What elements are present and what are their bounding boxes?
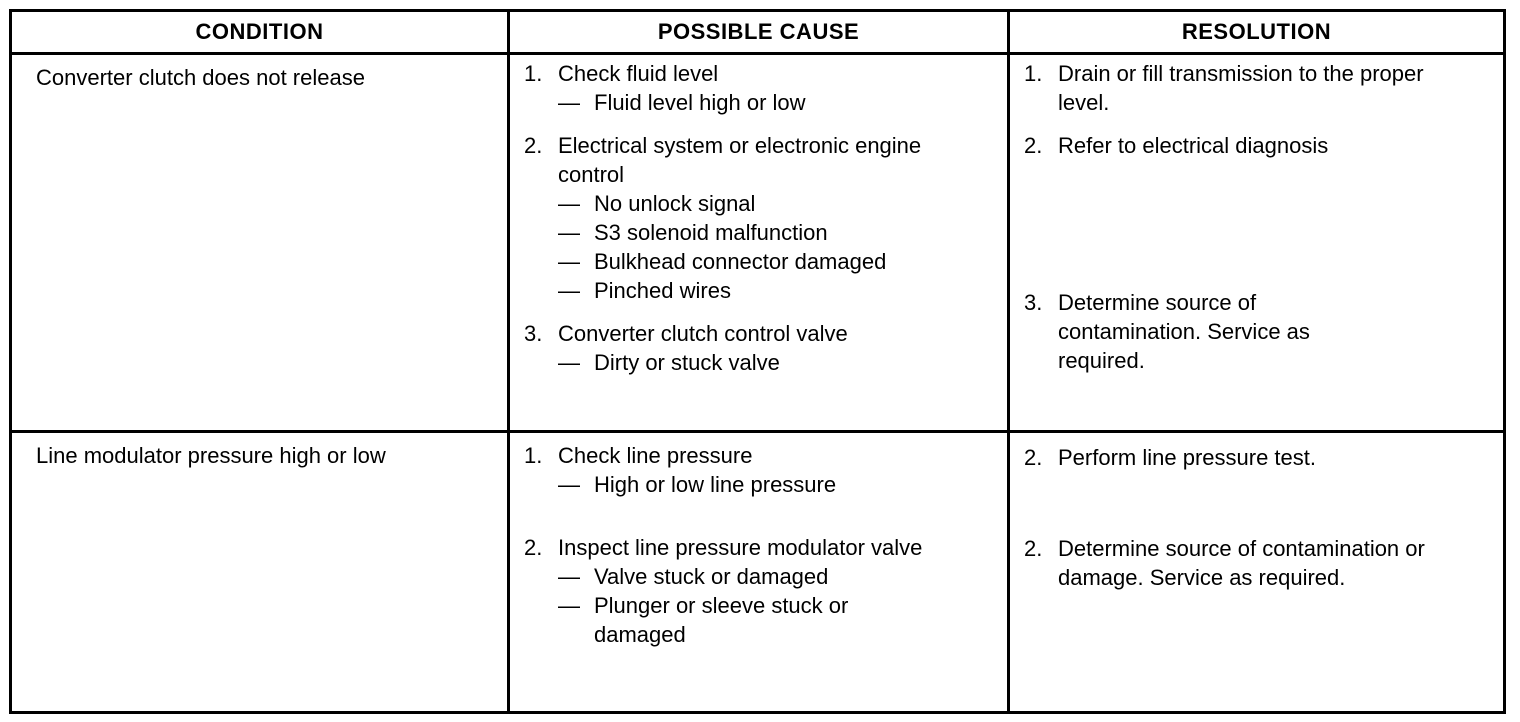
cause-text: Inspect line pressure modulator valve [558,535,923,560]
table-row [11,54,1505,432]
resolution-text: Determine source of contamination or damage. Service as required. [1058,536,1425,590]
resolution-item [1024,288,1493,375]
resolution-text: Determine source of contamination. Service as required. [1058,290,1310,373]
item-number: 2. [1024,133,1043,158]
cause-text: Check line pressure [558,443,753,468]
header-possible-cause: POSSIBLE CAUSE [509,11,1009,54]
resolution-item [1024,443,1493,472]
cause-subitem: — Plunger or sleeve stuck or damaged [558,593,849,647]
item-number: 1. [524,443,543,468]
item-number: 3. [1024,290,1043,315]
cause-item [524,59,997,117]
resolution-cell [1009,54,1505,432]
cause-item [524,533,997,649]
cause-text: Converter clutch control valve [558,321,848,346]
resolution-text: Drain or fill transmission to the proper level. [1058,61,1424,115]
resolution-item [1024,131,1493,160]
item-number: 2. [1024,536,1043,561]
cause-subitem: — Bulkhead connector damaged [558,249,887,274]
cause-cell [509,54,1009,432]
cause-text: Check fluid level [558,61,719,86]
cause-item [524,319,997,377]
resolution-cell [1009,432,1505,713]
item-number: 1. [524,61,543,86]
item-number: 2. [1024,445,1043,470]
cause-item [524,131,997,305]
resolution-text: Perform line pressure test. [1058,445,1316,470]
cause-subitem: — High or low line pressure [558,472,837,497]
cause-item [524,441,997,499]
cause-subitem: — S3 solenoid malfunction [558,220,828,245]
condition-cell [11,54,509,432]
item-number: 1. [1024,61,1043,86]
item-number: 2. [524,133,543,158]
cause-subitem: — Valve stuck or damaged [558,564,829,589]
cause-text: Electrical system or electronic engine control [558,133,922,187]
resolution-item [1024,59,1493,117]
cause-subitem: — Dirty or stuck valve [558,350,780,375]
condition-text: Converter clutch does not release [36,65,365,90]
table-row [11,432,1505,713]
cause-subitem: — No unlock signal [558,191,756,216]
cause-subitem: — Pinched wires [558,278,731,303]
resolution-item [1024,534,1493,592]
cause-cell [509,432,1009,713]
cause-subitem: — Fluid level high or low [558,90,806,115]
condition-cell [11,432,509,713]
header-condition: CONDITION [11,11,509,54]
header-resolution: RESOLUTION [1009,11,1505,54]
item-number: 3. [524,321,543,346]
item-number: 2. [524,535,543,560]
diagnosis-table-document [9,9,1503,709]
diagnosis-table [9,9,1506,714]
condition-text: Line modulator pressure high or low [36,443,386,468]
header-row [11,11,1505,54]
resolution-text: Refer to electrical diagnosis [1058,133,1329,158]
